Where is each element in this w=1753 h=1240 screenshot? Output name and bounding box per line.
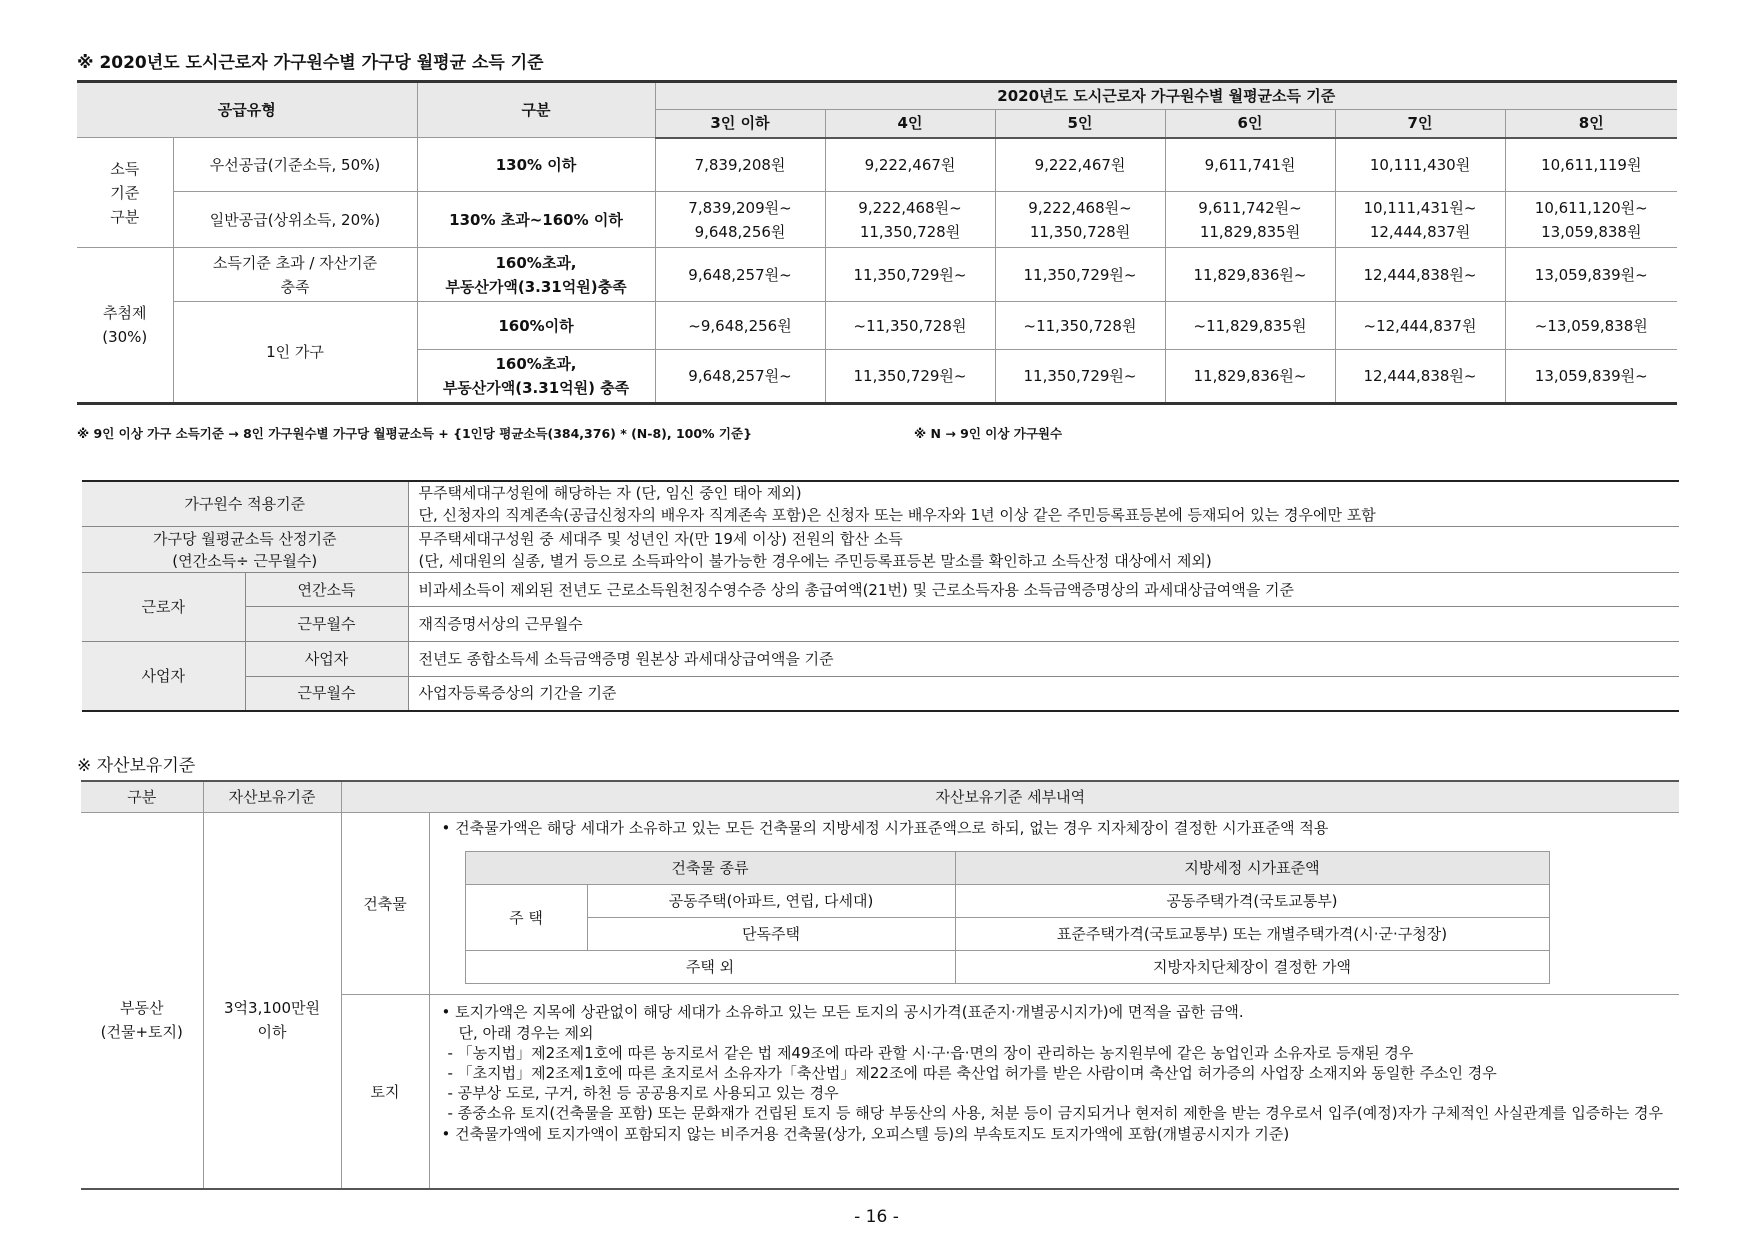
- row-label: 일반공급(상위소득, 20%): [173, 192, 417, 248]
- building-price-header: 지방세정 시가표준액: [955, 852, 1549, 885]
- business-months-label: 근무월수: [245, 677, 408, 711]
- value-cell: 13,059,839원~: [1505, 248, 1677, 302]
- monthly-income-text: 무주택세대구성원 중 세대주 및 성년인 자(만 19세 이상) 전원의 합산 소득 (단, 세대원의 실종, 별거 등으로 소득파악이 불가능한 경우에는 주민등록표등본 말소를 확인하고 소득산정 대상에서 제외): [408, 527, 1679, 573]
- land-label: 토지: [341, 995, 429, 1189]
- land-exception-item: - 「초지법」제2조제1호에 따른 초지로서 소유자가「축산법」제22조에 따른 축산업 허가를 받은 사람이며 축산업 허가증의 사업장 소재지와 동일한 주소인 경우: [447, 1064, 1497, 1082]
- building-type-header: 건축물 종류: [465, 852, 955, 885]
- asset-header-category: 구분: [81, 781, 203, 813]
- value-cell: 9,648,257원~: [655, 248, 825, 302]
- building-other-kind: 주택 외: [465, 951, 955, 984]
- value-cell: 9,611,741원: [1165, 138, 1335, 192]
- monthly-income-label: 가구당 월평균소득 산정기준 (연간소득÷ 근무월수): [82, 527, 408, 573]
- value-cell: ~11,350,728원: [995, 302, 1165, 350]
- row-label: 우선공급(기준소득, 50%): [173, 138, 417, 192]
- value-cell: 10,611,119원: [1505, 138, 1677, 192]
- asset-standard-table: [81, 780, 1679, 1190]
- land-detail: [429, 995, 1679, 1189]
- building-label: 건축물: [341, 813, 429, 995]
- header-income-group: 2020년도 도시근로자 가구원수별 월평균소득 기준: [655, 82, 1677, 110]
- value-cell: 11,350,729원~: [995, 248, 1165, 302]
- income-section-title: ※ 2020년도 도시근로자 가구원수별 가구당 월평균 소득 기준: [77, 53, 544, 73]
- household-criteria-table: [82, 480, 1679, 712]
- land-exception: 단, 아래 경우는 제외: [458, 1024, 594, 1042]
- value-cell: 12,444,838원~: [1335, 248, 1505, 302]
- value-cell: 10,611,120원~ 13,059,838원: [1505, 192, 1677, 248]
- household-size-label: 가구원수 적용기준: [82, 481, 408, 527]
- value-cell: 11,350,729원~: [995, 350, 1165, 404]
- value-cell: 12,444,838원~: [1335, 350, 1505, 404]
- value-cell: ~13,059,838원: [1505, 302, 1677, 350]
- business-label: 사업자: [82, 642, 245, 711]
- household-size-text: 무주택세대구성원에 해당하는 자 (단, 임신 중인 태아 제외) 단, 신청자의 직계존속(공급신청자의 배우자 직계존속 포함)은 신청자 또는 배우자와 1년 이상 같은 주민등록표등본에 등재되어 있는 경우에만 포함: [408, 481, 1679, 527]
- business-text: 전년도 종합소득세 소득금액증명 원본상 과세대상급여액을 기준: [408, 642, 1679, 677]
- value-cell: 10,111,431원~ 12,444,837원: [1335, 192, 1505, 248]
- lottery-group-label: 추첨제 (30%): [77, 248, 173, 404]
- value-cell: 11,350,729원~: [825, 248, 995, 302]
- value-cell: 13,059,839원~: [1505, 350, 1677, 404]
- worker-annual-label: 연간소득: [245, 573, 408, 607]
- value-cell: 9,222,467원: [995, 138, 1165, 192]
- value-cell: 9,222,468원~ 11,350,728원: [995, 192, 1165, 248]
- header-size-7: 7인: [1335, 110, 1505, 138]
- asset-header-detail: 자산보유기준 세부내역: [341, 781, 1679, 813]
- header-size-4: 4인: [825, 110, 995, 138]
- value-cell: 10,111,430원: [1335, 138, 1505, 192]
- value-cell: 7,839,209원~ 9,648,256원: [655, 192, 825, 248]
- page-number: - 16 -: [854, 1207, 899, 1227]
- header-size-8: 8인: [1505, 110, 1677, 138]
- row-criterion: 160%초과, 부동산가액(3.31억원)충족: [417, 248, 655, 302]
- value-cell: 9,222,468원~ 11,350,728원: [825, 192, 995, 248]
- value-cell: ~11,350,728원: [825, 302, 995, 350]
- header-category: 구분: [417, 82, 655, 138]
- building-type-price: 공동주택가격(국토교통부): [955, 885, 1549, 918]
- row-criterion: 130% 초과~160% 이하: [417, 192, 655, 248]
- building-type-kind: 단독주택: [587, 918, 955, 951]
- land-exception-item: - 종중소유 토지(건축물을 포함) 또는 문화재가 건립된 토지 등 해당 부동산의 사용, 처분 등이 금지되거나 현저히 제한을 받는 경우로서 입주(예정)자가 구체적인 사실관계를 입증하는 경우: [447, 1104, 1664, 1122]
- worker-months-label: 근무월수: [245, 607, 408, 642]
- building-type-kind: 공동주택(아파트, 연립, 다세대): [587, 885, 955, 918]
- row-criterion: 160%이하: [417, 302, 655, 350]
- worker-label: 근로자: [82, 573, 245, 642]
- building-other-price: 지방자치단체장이 결정한 가액: [955, 951, 1549, 984]
- value-cell: ~12,444,837원: [1335, 302, 1505, 350]
- value-cell: 11,829,836원~: [1165, 248, 1335, 302]
- income-group-label: 소득 기준 구분: [77, 138, 173, 248]
- value-cell: 11,829,836원~: [1165, 350, 1335, 404]
- value-cell: 9,648,257원~: [655, 350, 825, 404]
- header-supply-type: 공급유형: [77, 82, 417, 138]
- header-size-5: 5인: [995, 110, 1165, 138]
- building-type-table: [465, 851, 1550, 984]
- land-bullet-2: • 건축물가액에 토지가액이 포함되지 않는 비주거용 건축물(상가, 오피스텔 등)의 부속토지도 토지가액에 포함(개별공시지가 기준): [441, 1125, 1290, 1143]
- land-exception-item: - 「농지법」제2조제1호에 따른 농지로서 같은 법 제49조에 따라 관할 시·구·읍·면의 장이 관리하는 농지원부에 같은 농업인과 소유자로 등재된 경우: [447, 1044, 1414, 1062]
- income-note-2: ※ N → 9인 이상 가구원수: [914, 426, 1063, 441]
- income-note-1: ※ 9인 이상 가구 소득기준 → 8인 가구원수별 가구당 월평균소득 + {1인당 평균소득(384,376) * (N-8), 100% 기준}: [77, 426, 752, 441]
- row-label: 소득기준 초과 / 자산기준 충족: [173, 248, 417, 302]
- row-criterion: 130% 이하: [417, 138, 655, 192]
- asset-standard: 3억3,100만원 이하: [203, 813, 341, 1189]
- land-bullet-1: • 토지가액은 지목에 상관없이 해당 세대가 소유하고 있는 모든 토지의 공시가격(표준지·개별공시지가)에 면적을 곱한 금액.: [441, 1003, 1244, 1021]
- value-cell: ~11,829,835원: [1165, 302, 1335, 350]
- value-cell: 11,350,729원~: [825, 350, 995, 404]
- row-criterion: 160%초과, 부동산가액(3.31억원) 충족: [417, 350, 655, 404]
- income-standard-table: [77, 80, 1677, 405]
- building-detail: [429, 813, 1679, 995]
- business-sub-label: 사업자: [245, 642, 408, 677]
- asset-category: 부동산 (건물+토지): [81, 813, 203, 1189]
- asset-section-title: ※ 자산보유기준: [77, 756, 196, 776]
- value-cell: 9,222,467원: [825, 138, 995, 192]
- land-exception-item: - 공부상 도로, 구거, 하천 등 공공용지로 사용되고 있는 경우: [447, 1084, 839, 1102]
- building-bullet: • 건축물가액은 해당 세대가 소유하고 있는 모든 건축물의 지방세정 시가표준액으로 하되, 없는 경우 지자체장이 결정한 시가표준액 적용: [441, 819, 1329, 837]
- value-cell: ~9,648,256원: [655, 302, 825, 350]
- worker-annual-text: 비과세소득이 제외된 전년도 근로소득원천징수영수증 상의 총급여액(21번) 및 근로소득자용 소득금액증명상의 과세대상급여액을 기준: [408, 573, 1679, 607]
- asset-header-standard: 자산보유기준: [203, 781, 341, 813]
- header-size-6: 6인: [1165, 110, 1335, 138]
- house-label: 주 택: [465, 885, 587, 951]
- value-cell: 7,839,208원: [655, 138, 825, 192]
- value-cell: 9,611,742원~ 11,829,835원: [1165, 192, 1335, 248]
- row-label: 1인 가구: [173, 302, 417, 404]
- header-size-3: 3인 이하: [655, 110, 825, 138]
- business-months-text: 사업자등록증상의 기간을 기준: [408, 677, 1679, 711]
- building-type-price: 표준주택가격(국토교통부) 또는 개별주택가격(시·군·구청장): [955, 918, 1549, 951]
- worker-months-text: 재직증명서상의 근무월수: [408, 607, 1679, 642]
